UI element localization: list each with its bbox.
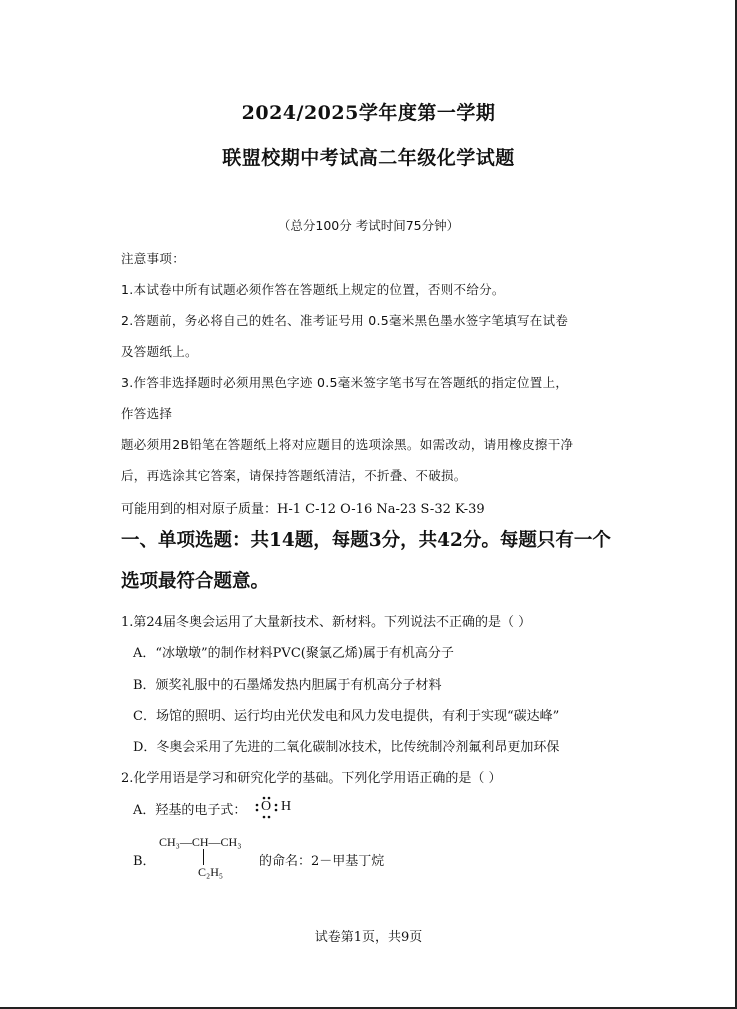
q1-option-a: A．“冰墩墩”的制作材料PVC(聚氯乙烯)属于有机高分子 [133, 646, 454, 661]
q2-stem: 2.化学用语是学习和研究化学的基础。下列化学用语正确的是（ ） [121, 771, 502, 786]
notice-item-3-line2: 作答选择 [121, 406, 173, 421]
notice-item-2-line1: 2.答题前，务必将自己的姓名、准考证号用 0.5毫米黑色墨水签字笔填写在试卷 [121, 313, 569, 328]
notice-heading: 注意事项： [121, 251, 186, 266]
structural-branch: C₂H₅ [198, 865, 224, 879]
q1-stem: 1.第24届冬奥会运用了大量新技术、新材料。下列说法不正确的是（ ） [121, 615, 532, 630]
q2-option-b-naming: 的命名：2－甲基丁烷 [259, 854, 385, 869]
q2-option-b-label: B． [133, 854, 156, 869]
notice-item-3-line4: 后，再选涂其它答案，请保持答题纸清洁，不折叠、不破损。 [121, 468, 467, 483]
q1-option-c: C．场馆的照明、运行均由光伏发电和风力发电提供，有利于实现“碳达峰” [133, 709, 560, 724]
q2-option-a-label: A．羟基的电子式： [133, 803, 247, 818]
q1-option-d: D．冬奥会采用了先进的二氧化碳制冰技术，比传统制冷剂氟利昂更加环保 [133, 740, 560, 755]
page-footer: 试卷第1页，共9页 [314, 930, 423, 945]
notice-item-3-line3: 题必须用2B铅笔在答题纸上将对应题目的选项涂黑。如需改动，请用橡皮擦干净 [121, 437, 574, 452]
notice-item-2-line2: 及答题纸上。 [121, 344, 198, 359]
oxygen-symbol: O [261, 799, 272, 814]
notice-item-1: 1.本试卷中所有试题必须作答在答题纸上规定的位置，否则不给分。 [121, 282, 505, 297]
q1-option-b: B．颁奖礼服中的石墨烯发热内胆属于有机高分子材料 [133, 678, 442, 693]
score-info: （总分100分 考试时间75分钟） [277, 218, 460, 233]
atomic-mass-line: 可能用到的相对原子质量：H-1 C-12 O-16 Na-23 S-32 K-39 [121, 502, 485, 517]
section1-heading-line1: 一、单项选题：共14题，每题3分，共42分。每题只有一个 [121, 530, 611, 551]
notice-item-3-line1: 3.作答非选择题时必须用黑色字迹 0.5毫米签字笔书写在答题纸的指定位置上， [121, 375, 569, 390]
branch-bond-line [203, 849, 204, 865]
exam-title-line1: 2024/2025学年度第一学期 [241, 102, 496, 124]
hydrogen-symbol: H [281, 799, 292, 814]
structural-main-chain: CH₃—CH—CH₃ [159, 835, 242, 849]
hydroxyl-electron-formula [252, 795, 300, 819]
exam-title-line2: 联盟校期中考试高二年级化学试题 [222, 147, 515, 169]
section1-heading-line2: 选项最符合题意。 [121, 571, 270, 592]
electron-dots-diagram [252, 795, 300, 819]
